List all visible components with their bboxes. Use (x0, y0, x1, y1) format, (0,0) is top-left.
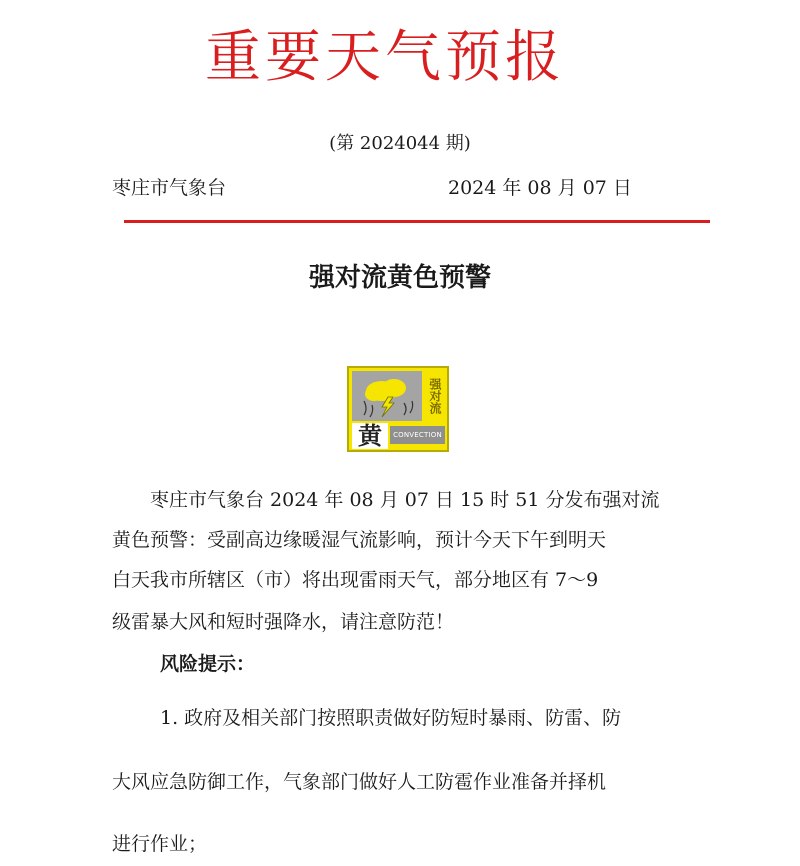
risk-item-line: 大风应急防御工作，气象部门做好人工防雹作业准备并择机 (112, 771, 607, 793)
body-line: 黄色预警：受副高边缘暖湿气流影响，预计今天下午到明天 (112, 529, 607, 551)
convection-warning-icon (347, 366, 449, 452)
body-line: 级雷暴大风和短时强降水，请注意防范！ (112, 611, 455, 633)
issue-number: (第 2024044 期) (329, 133, 471, 154)
body-line: 白天我市所辖区（市）将出现雷雨天气，部分地区有 7～9 (112, 569, 599, 591)
risk-item-line: 进行作业； (112, 833, 208, 855)
warning-type-label: 强对流 (424, 371, 446, 421)
warning-english-label: CONVECTION (390, 426, 445, 444)
thunderstorm-icon (352, 371, 422, 421)
header-divider (124, 220, 710, 223)
risk-item-line: 1. 政府及相关部门按照职责做好防短时暴雨、防雷、防 (160, 707, 622, 729)
risk-heading: 风险提示： (160, 653, 256, 675)
document-title: 强对流黄色预警 (308, 263, 491, 293)
masthead-title: 重要天气预报 (205, 25, 565, 90)
agency-name: 枣庄市气象台 (112, 177, 227, 199)
body-line: 枣庄市气象台 2024 年 08 月 07 日 15 时 51 分发布强对流 (150, 489, 660, 511)
issue-date: 2024 年 08 月 07 日 (448, 177, 632, 199)
warning-level-char: 黄 (352, 423, 388, 449)
storm-cloud-icon (352, 371, 422, 421)
